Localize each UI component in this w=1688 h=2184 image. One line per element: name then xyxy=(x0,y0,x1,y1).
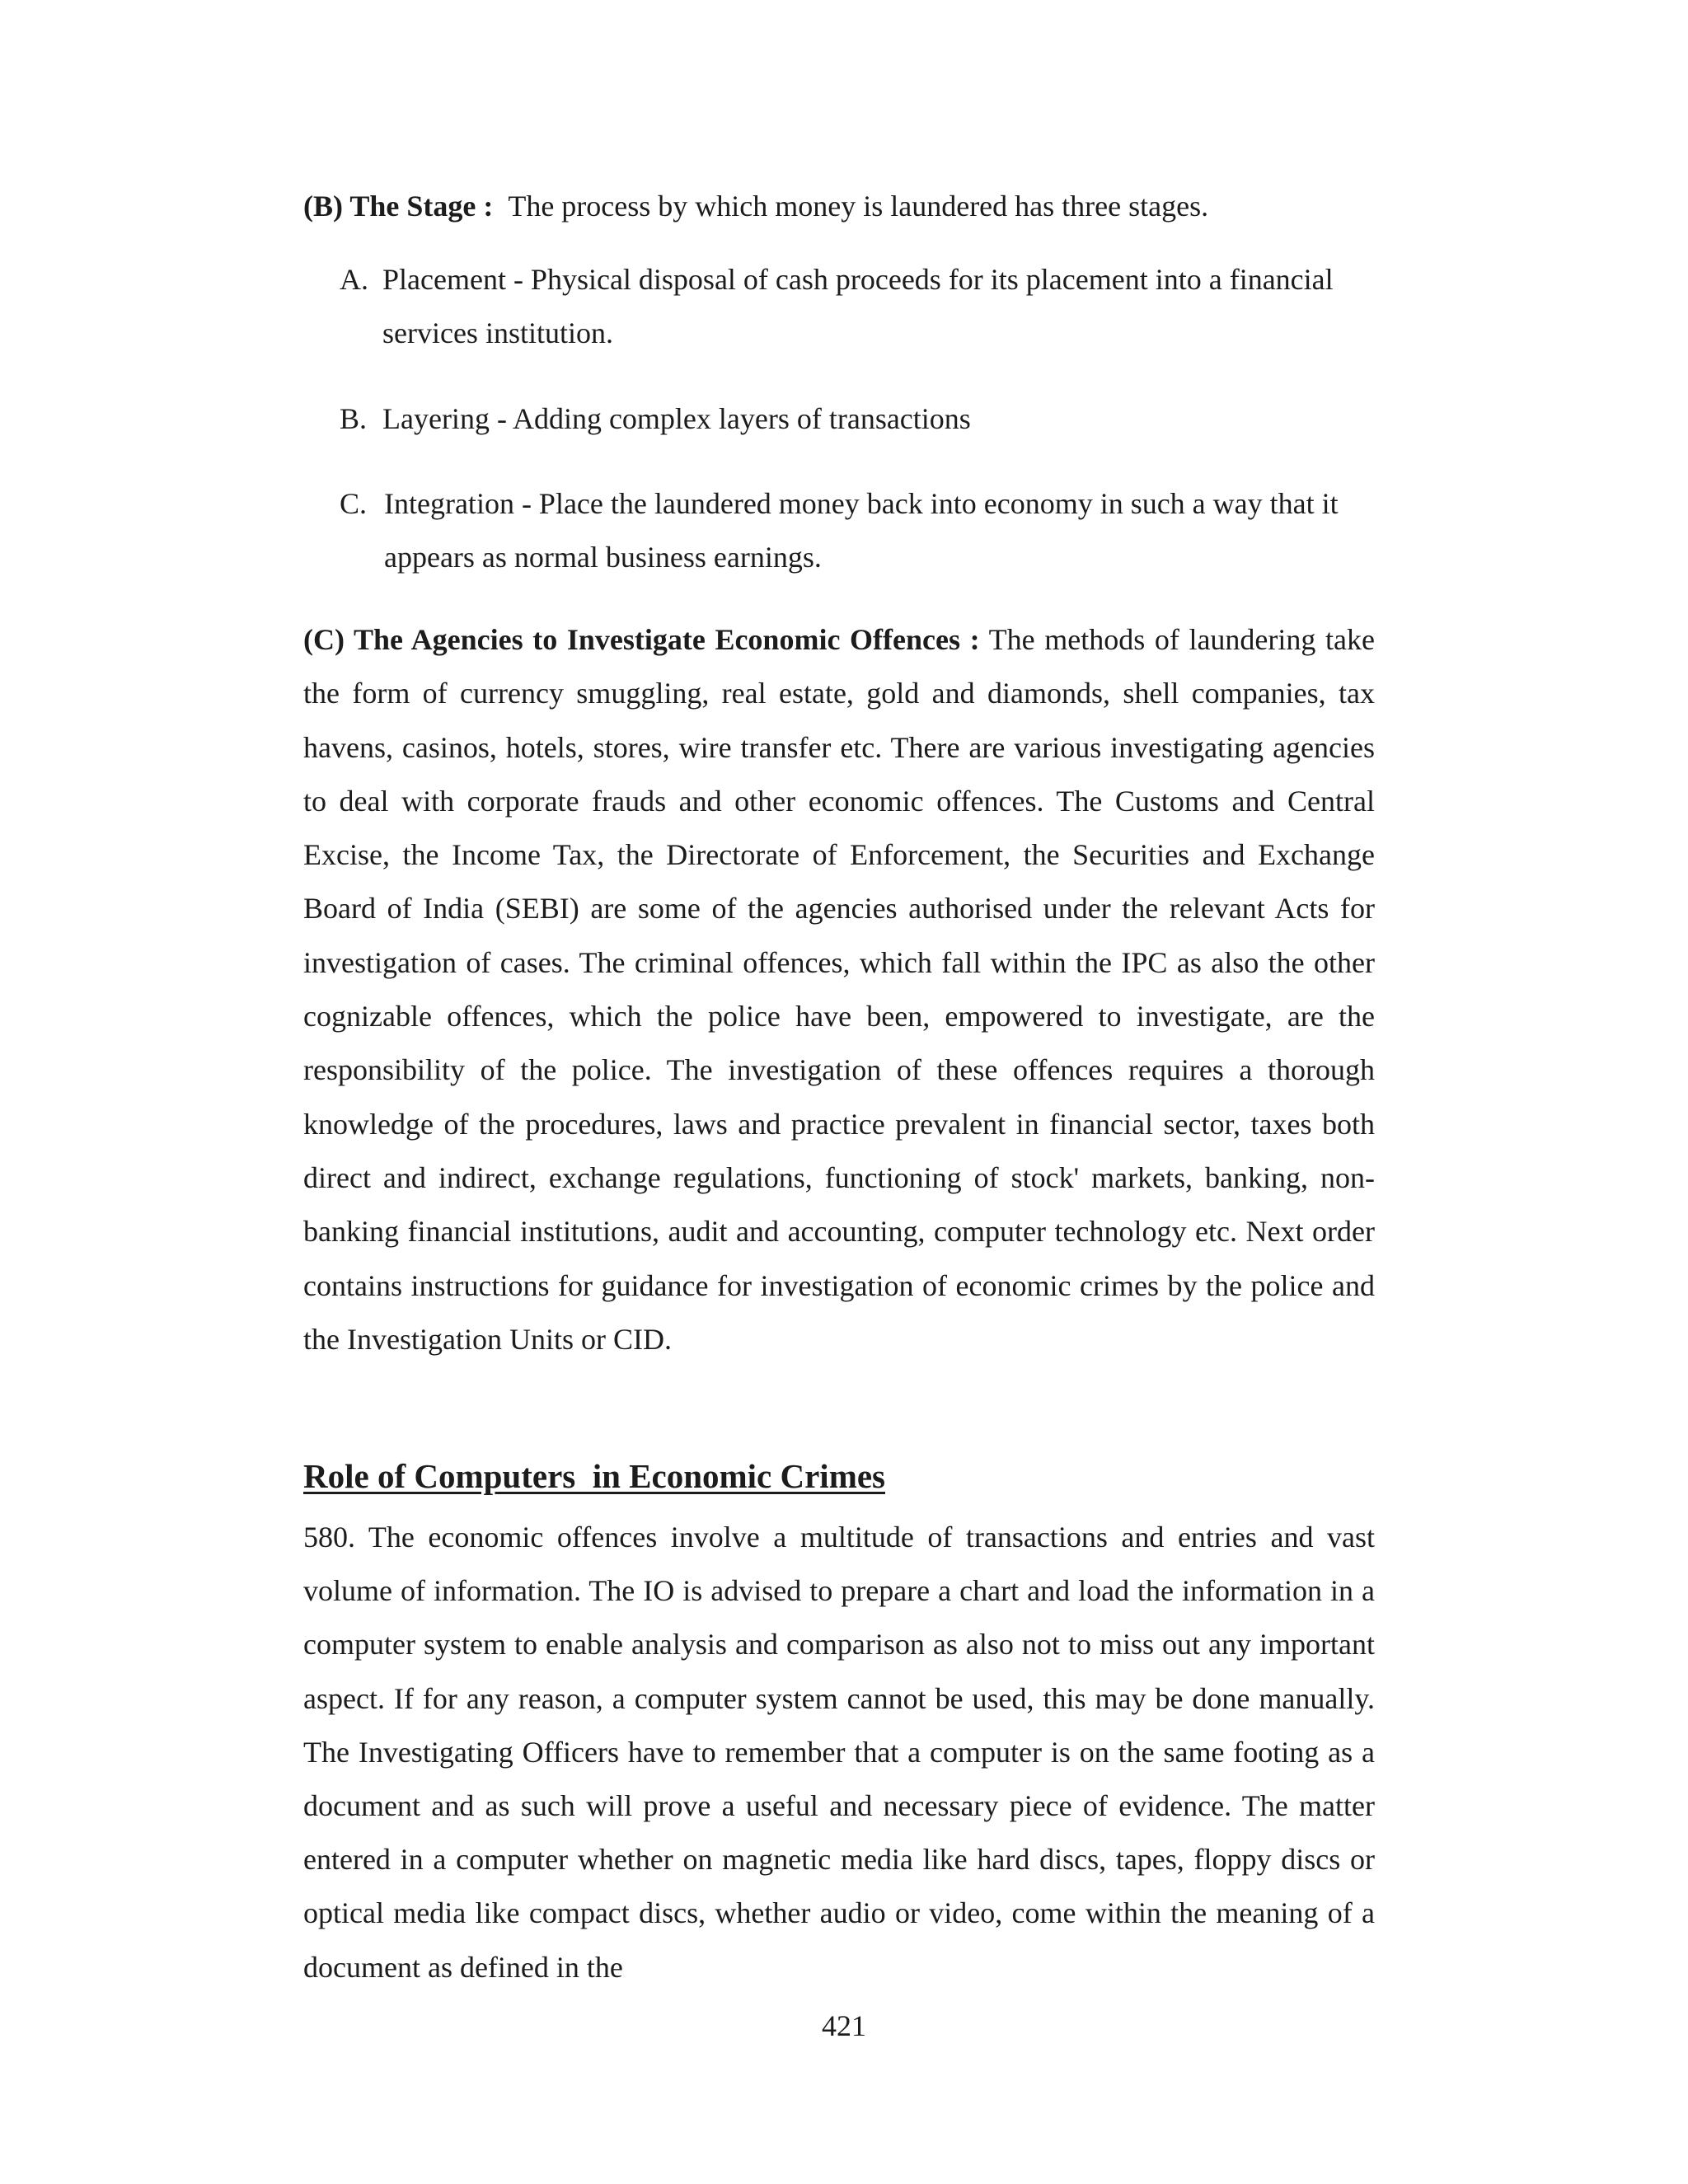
list-item xyxy=(340,392,1375,446)
page-number: 421 xyxy=(822,2009,866,2042)
stage-label: (B) The Stage : xyxy=(303,190,494,223)
list-item-text: Layering - Adding complex layers of transactions xyxy=(382,402,971,435)
list-item-marker: C. xyxy=(340,487,368,520)
stage-text: The process by which money is laundered has three stages. xyxy=(508,190,1209,223)
list-item-text: Integration - Place the laundered money back into economy in such a way that it appears as normal business earnings. xyxy=(384,487,1339,574)
list-item xyxy=(340,253,1375,360)
section-heading: Role of Computers in Economic Crimes xyxy=(303,1457,886,1495)
agencies-label: (C) The Agencies to Investigate Economic Offences : xyxy=(303,623,980,656)
list-item-marker: A. xyxy=(340,263,368,296)
list-item xyxy=(340,477,1375,584)
agencies-text: The methods of laundering take the form of currency smuggling, real estate, gold and diamonds, shell companies, tax havens, casinos, hotels, stores, wire transfer etc. There are various investigating agencies to deal with corporate frauds and other economic offences. The Customs and Central Excise, the Income Tax, the Directorate of Enforcement, the Securities and Exchange Board of India (SEBI) are some of the agencies authorised under the relevant Acts for investigation of cases. The criminal offences, which fall within the IPC as also the other cognizable offences, which the police have been, empowered to investigate, are the responsibility of the police. The investigation of these offences requires a thorough knowledge of the procedures, laws and practice prevalent in financial sector, taxes both direct and indirect, exchange regulations, functioning of stock' markets, banking, non-banking financial institutions, audit and accounting, computer technology etc. Next order contains instructions for guidance for investigation of economic crimes by the police and the Investigation Units or CID. xyxy=(303,623,1375,1356)
list-item-marker: B. xyxy=(340,402,368,435)
stage-paragraph xyxy=(303,183,1375,229)
agencies-paragraph xyxy=(303,613,1375,1366)
section-paragraph: 580. The economic offences involve a multitude of transactions and entries and vast volume of information. The IO is advised to prepare a chart and load the information in a computer system to enable analysis and comparison as also not to miss out any important aspect. If for any reason, a computer system cannot be used, this may be done manually. The Investigating Officers have to remember that a computer is on the same footing as a document and as such will prove a useful and necessary piece of evidence. The matter entered in a computer whether on magnetic media like hard discs, tapes, floppy discs or optical media like compact discs, whether audio or video, come within the meaning of a document as defined in the xyxy=(303,1521,1375,1984)
list-item-text: Placement - Physical disposal of cash proceeds for its placement into a financial services institution. xyxy=(382,263,1334,349)
